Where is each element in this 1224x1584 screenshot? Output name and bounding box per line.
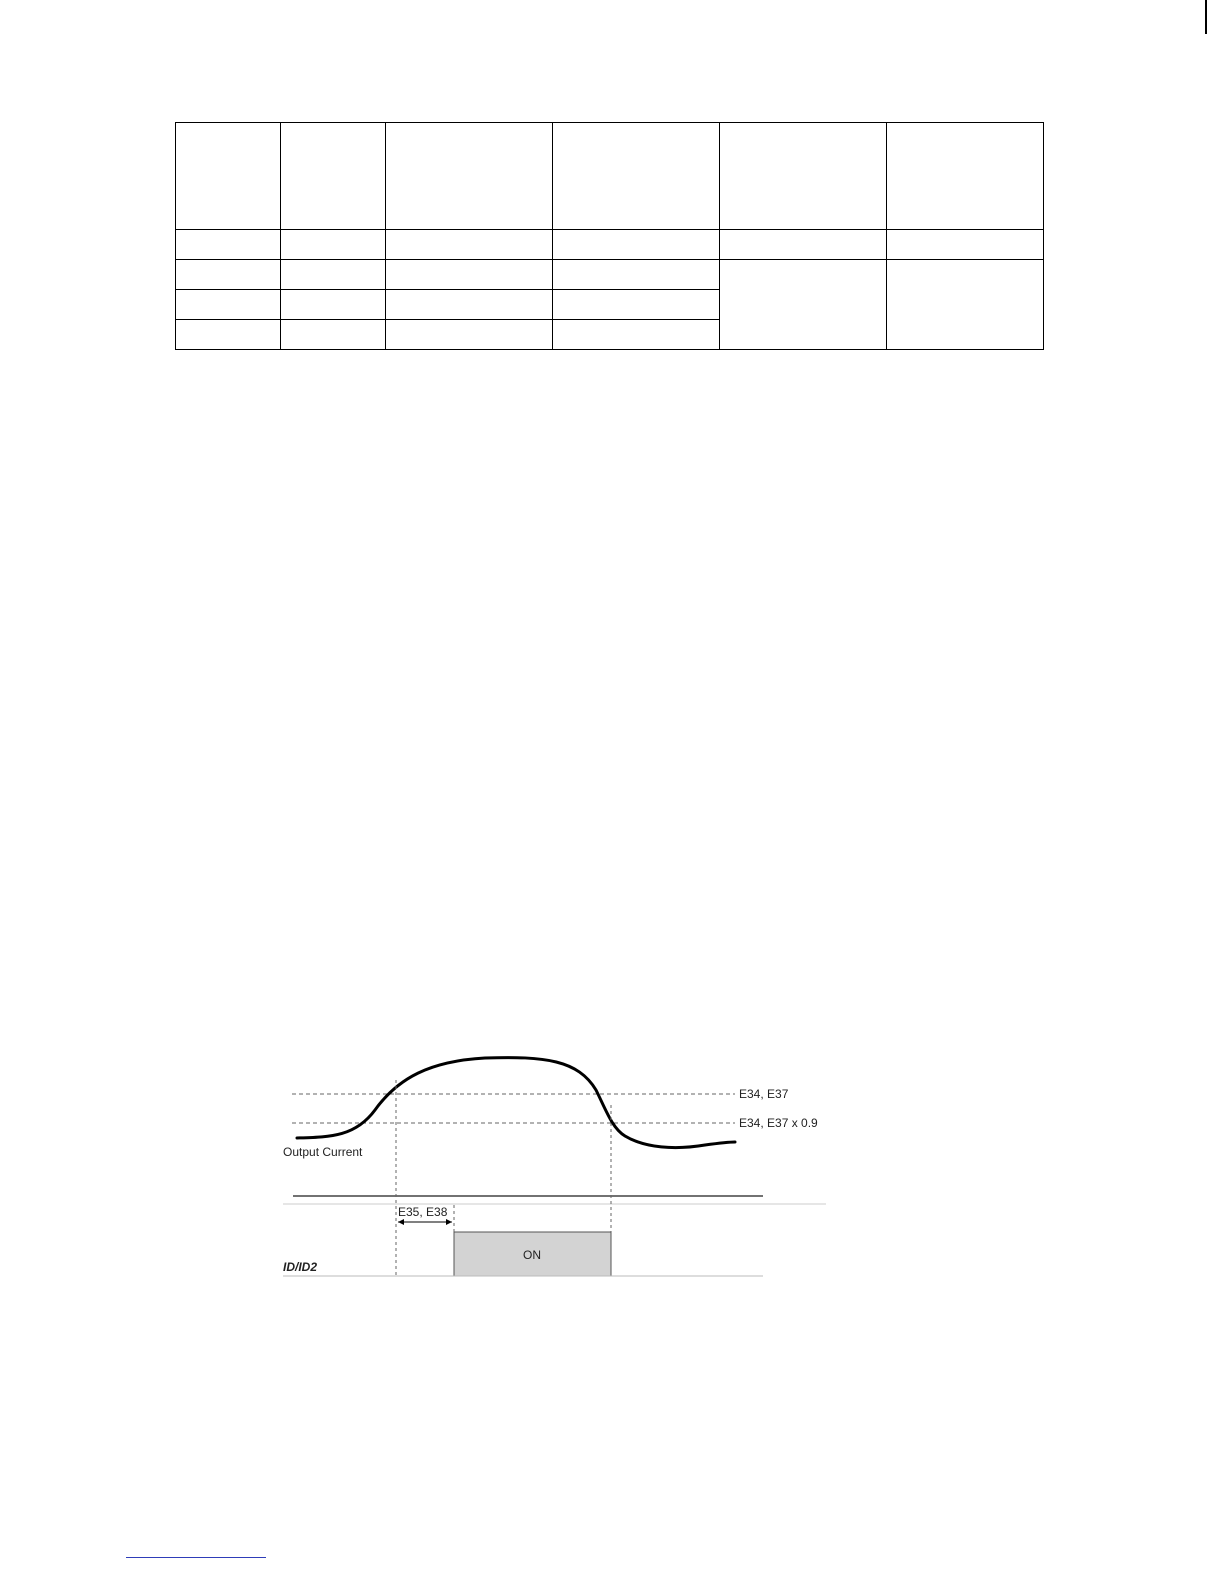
- table-cell: [553, 230, 720, 260]
- upper-threshold-label: E34, E37: [739, 1087, 789, 1101]
- table-cell: [386, 260, 553, 290]
- table-cell: [176, 320, 281, 350]
- parameter-table: [175, 122, 1044, 350]
- table-header-cell: [386, 123, 553, 230]
- table-cell: [386, 320, 553, 350]
- page-edge-rule: [1205, 0, 1207, 34]
- table-cell: [720, 230, 887, 260]
- table-header-cell: [887, 123, 1044, 230]
- table-cell: [386, 290, 553, 320]
- table-cell: [281, 290, 386, 320]
- table-header-cell: [553, 123, 720, 230]
- delay-arrow: [398, 1219, 452, 1225]
- table-cell: [176, 290, 281, 320]
- table-header-cell: [281, 123, 386, 230]
- table-cell: [176, 230, 281, 260]
- table-header-cell: [176, 123, 281, 230]
- table-merged-cell: [887, 260, 1044, 350]
- on-state-label: ON: [523, 1248, 541, 1262]
- current-detection-timing-diagram: [270, 1045, 830, 1285]
- output-current-label: Output Current: [283, 1145, 363, 1159]
- table-cell: [176, 260, 281, 290]
- table-cell: [281, 320, 386, 350]
- table-cell: [553, 260, 720, 290]
- table-merged-cell: [720, 260, 887, 350]
- table-cell: [553, 320, 720, 350]
- table-cell: [386, 230, 553, 260]
- delay-label: E35, E38: [398, 1205, 448, 1219]
- table-cell: [281, 230, 386, 260]
- footnote-rule: [126, 1557, 266, 1558]
- table-cell: [887, 230, 1044, 260]
- lower-threshold-label: E34, E37 x 0.9: [739, 1116, 818, 1130]
- table-header-cell: [720, 123, 887, 230]
- table-cell: [553, 290, 720, 320]
- table-row: [176, 230, 1044, 260]
- table-cell: [281, 260, 386, 290]
- output-current-curve: [297, 1058, 735, 1148]
- table-header-row: [176, 123, 1044, 230]
- signal-label: ID/ID2: [283, 1260, 318, 1274]
- table-row: [176, 260, 1044, 290]
